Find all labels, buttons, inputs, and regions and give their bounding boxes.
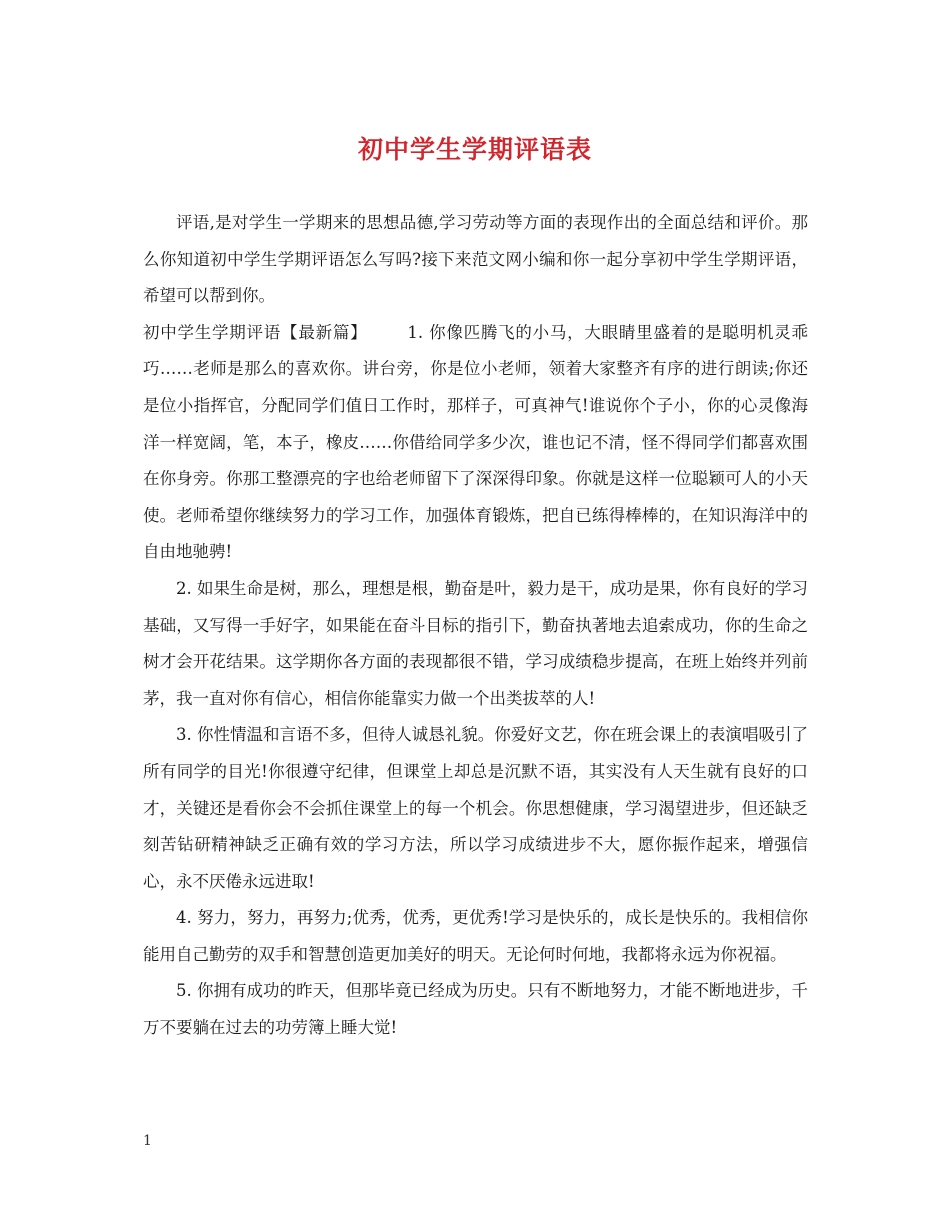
- comment-paragraph-1: 1. 你像匹腾飞的小马，大眼睛里盛着的是聪明机灵乖巧……老师是那么的喜欢你。讲台旁，你是位小老师，领着大家整齐有序的进行朗读;你还是位小指挥官，分配同学们值日工作时，那样子，可真神气!谁说你个子小，你的心灵像海洋一样宽阔，笔，本子，橡皮……你借给同学多少次，谁也记不清，怪不得同学们都喜欢围在你身旁。你那工整漂亮的字也给老师留下了深深得印象。你就是这样一位聪颖可人的小天使。老师希望你继续努力的学习工作，加强体育锻炼，把自已练得棒棒的，在知识海洋中的自由地驰骋!: [143, 322, 808, 562]
- comment-paragraph-3: 3. 你性情温和言语不多，但待人诚恳礼貌。你爱好文艺，你在班会课上的表演唱吸引了所有同学的目光!你很遵守纪律，但课堂上却总是沉默不语，其实没有人天生就有良好的口才，关键还是看你会不会抓住课堂上的每一个机会。你思想健康，学习渴望进步，但还缺乏刻苦钻研精神缺乏正确有效的学习方法，所以学习成绩进步不大，愿你振作起来，增强信心，永不厌倦永远进取!: [143, 725, 808, 891]
- document-body: [143, 205, 808, 1047]
- page-number: 1: [143, 1133, 152, 1149]
- comment-paragraph-4: 4. 努力，努力，再努力;优秀，优秀，更优秀!学习是快乐的，成长是快乐的。我相信你能用自己勤劳的双手和智慧创造更加美好的明天。无论何时何地，我都将永远为你祝福。: [143, 908, 808, 964]
- comment-paragraph-2: 2. 如果生命是树，那么，理想是根，勤奋是叶，毅力是干，成功是果，你有良好的学习基础，又写得一手好字，如果能在奋斗目标的指引下，勤奋执著地去追索成功，你的生命之树才会开花结果。这学期你各方面的表现都很不错，学习成绩稳步提高，在班上始终并列前茅，我一直对你有信心，相信你能靠实力做一个出类拔萃的人!: [143, 578, 808, 708]
- section-heading: 初中学生学期评语【最新篇】: [143, 322, 368, 342]
- intro-paragraph: 评语,是对学生一学期来的思想品德,学习劳动等方面的表现作出的全面总结和评价。那么你知道初中学生学期评语怎么写吗?接下来范文网小编和你一起分享初中学生学期评语，希望可以帮到你。: [143, 213, 808, 306]
- section-paragraph-1: [143, 315, 808, 571]
- comment-paragraph-5: 5. 你拥有成功的昨天，但那毕竟已经成为历史。只有不断地努力，才能不断地进步，千万不要躺在过去的功劳簿上睡大觉!: [143, 981, 808, 1038]
- document-title: 初中学生学期评语表: [357, 135, 592, 164]
